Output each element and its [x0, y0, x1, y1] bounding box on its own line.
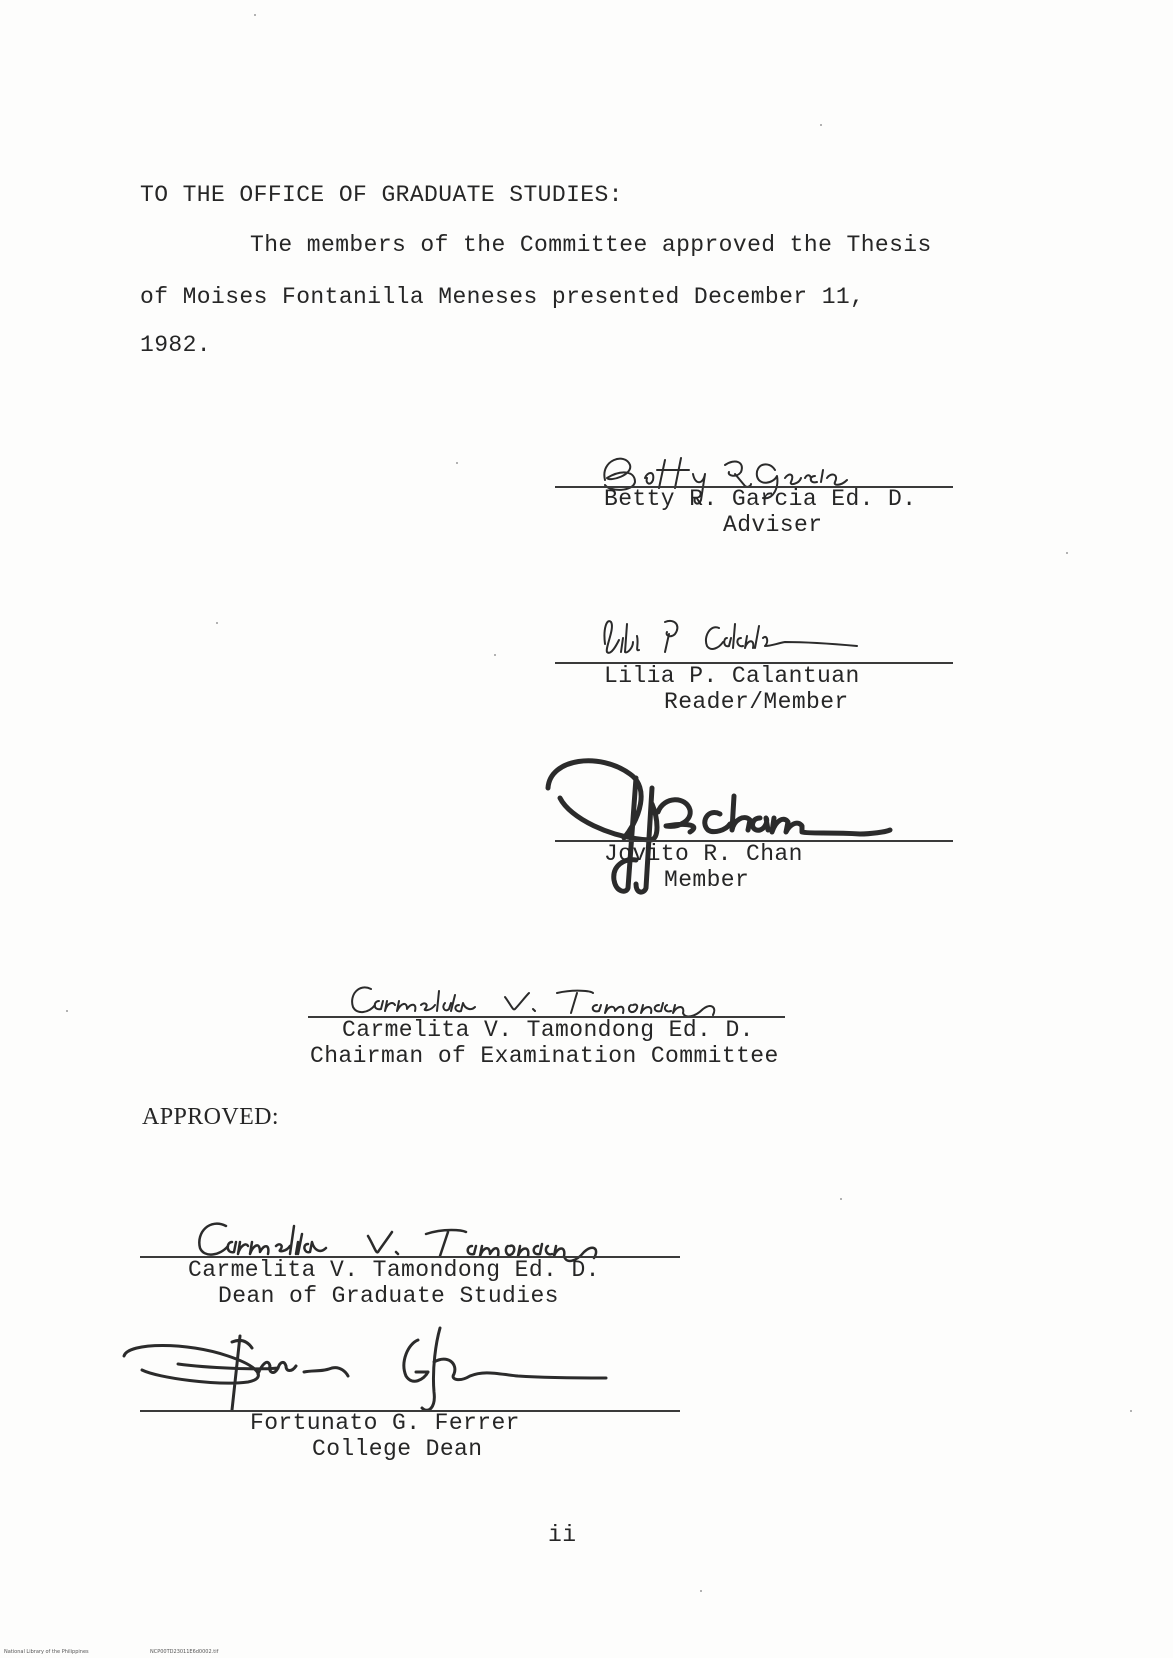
body-line-3: 1982.: [140, 332, 212, 358]
approver-role-college-dean: College Dean: [312, 1436, 483, 1462]
scan-speck: [494, 654, 496, 656]
signatory-name-calantuan: Lilia P. Calantuan: [604, 663, 860, 689]
addressee-line: TO THE OFFICE OF GRADUATE STUDIES:: [140, 182, 623, 208]
signature-ferrer: [118, 1322, 618, 1422]
signatory-name-tamondong-chair: Carmelita V. Tamondong Ed. D.: [342, 1017, 754, 1043]
scan-speck: [700, 1590, 702, 1592]
signatory-role-chairman: Chairman of Examination Committee: [310, 1043, 779, 1069]
signatory-role-adviser: Adviser: [723, 512, 823, 538]
approved-label: APPROVED:: [142, 1104, 279, 1130]
scan-speck: [66, 1010, 68, 1012]
scan-speck: [820, 124, 822, 126]
scan-speck: [840, 1198, 842, 1200]
signatory-name-chan: Jovito R. Chan: [604, 841, 803, 867]
approver-name-tamondong: Carmelita V. Tamondong Ed. D.: [188, 1257, 600, 1283]
footer-library-credit: National Library of the Philippines: [4, 1649, 89, 1655]
scan-speck: [216, 622, 218, 624]
signatory-role-member: Member: [664, 867, 750, 893]
body-line-2: of Moises Fontanilla Meneses presented December 11,: [140, 284, 865, 310]
approver-name-ferrer: Fortunato G. Ferrer: [250, 1410, 520, 1436]
footer-file-id: NCP00TD23011E6d0002.tif: [150, 1649, 219, 1655]
body-line-1: The members of the Committee approved the Thesis: [250, 232, 932, 258]
signatory-name-garcia: Betty R. Garcia Ed. D.: [604, 486, 917, 512]
signatory-role-reader-member: Reader/Member: [664, 689, 849, 715]
scan-speck: [1066, 552, 1068, 554]
signature-calantuan: [595, 608, 875, 668]
scan-speck: [254, 14, 256, 16]
scan-speck: [1130, 1410, 1132, 1412]
approver-role-dean-graduate-studies: Dean of Graduate Studies: [218, 1283, 559, 1309]
scan-speck: [456, 462, 458, 464]
page-number: ii: [548, 1522, 577, 1548]
